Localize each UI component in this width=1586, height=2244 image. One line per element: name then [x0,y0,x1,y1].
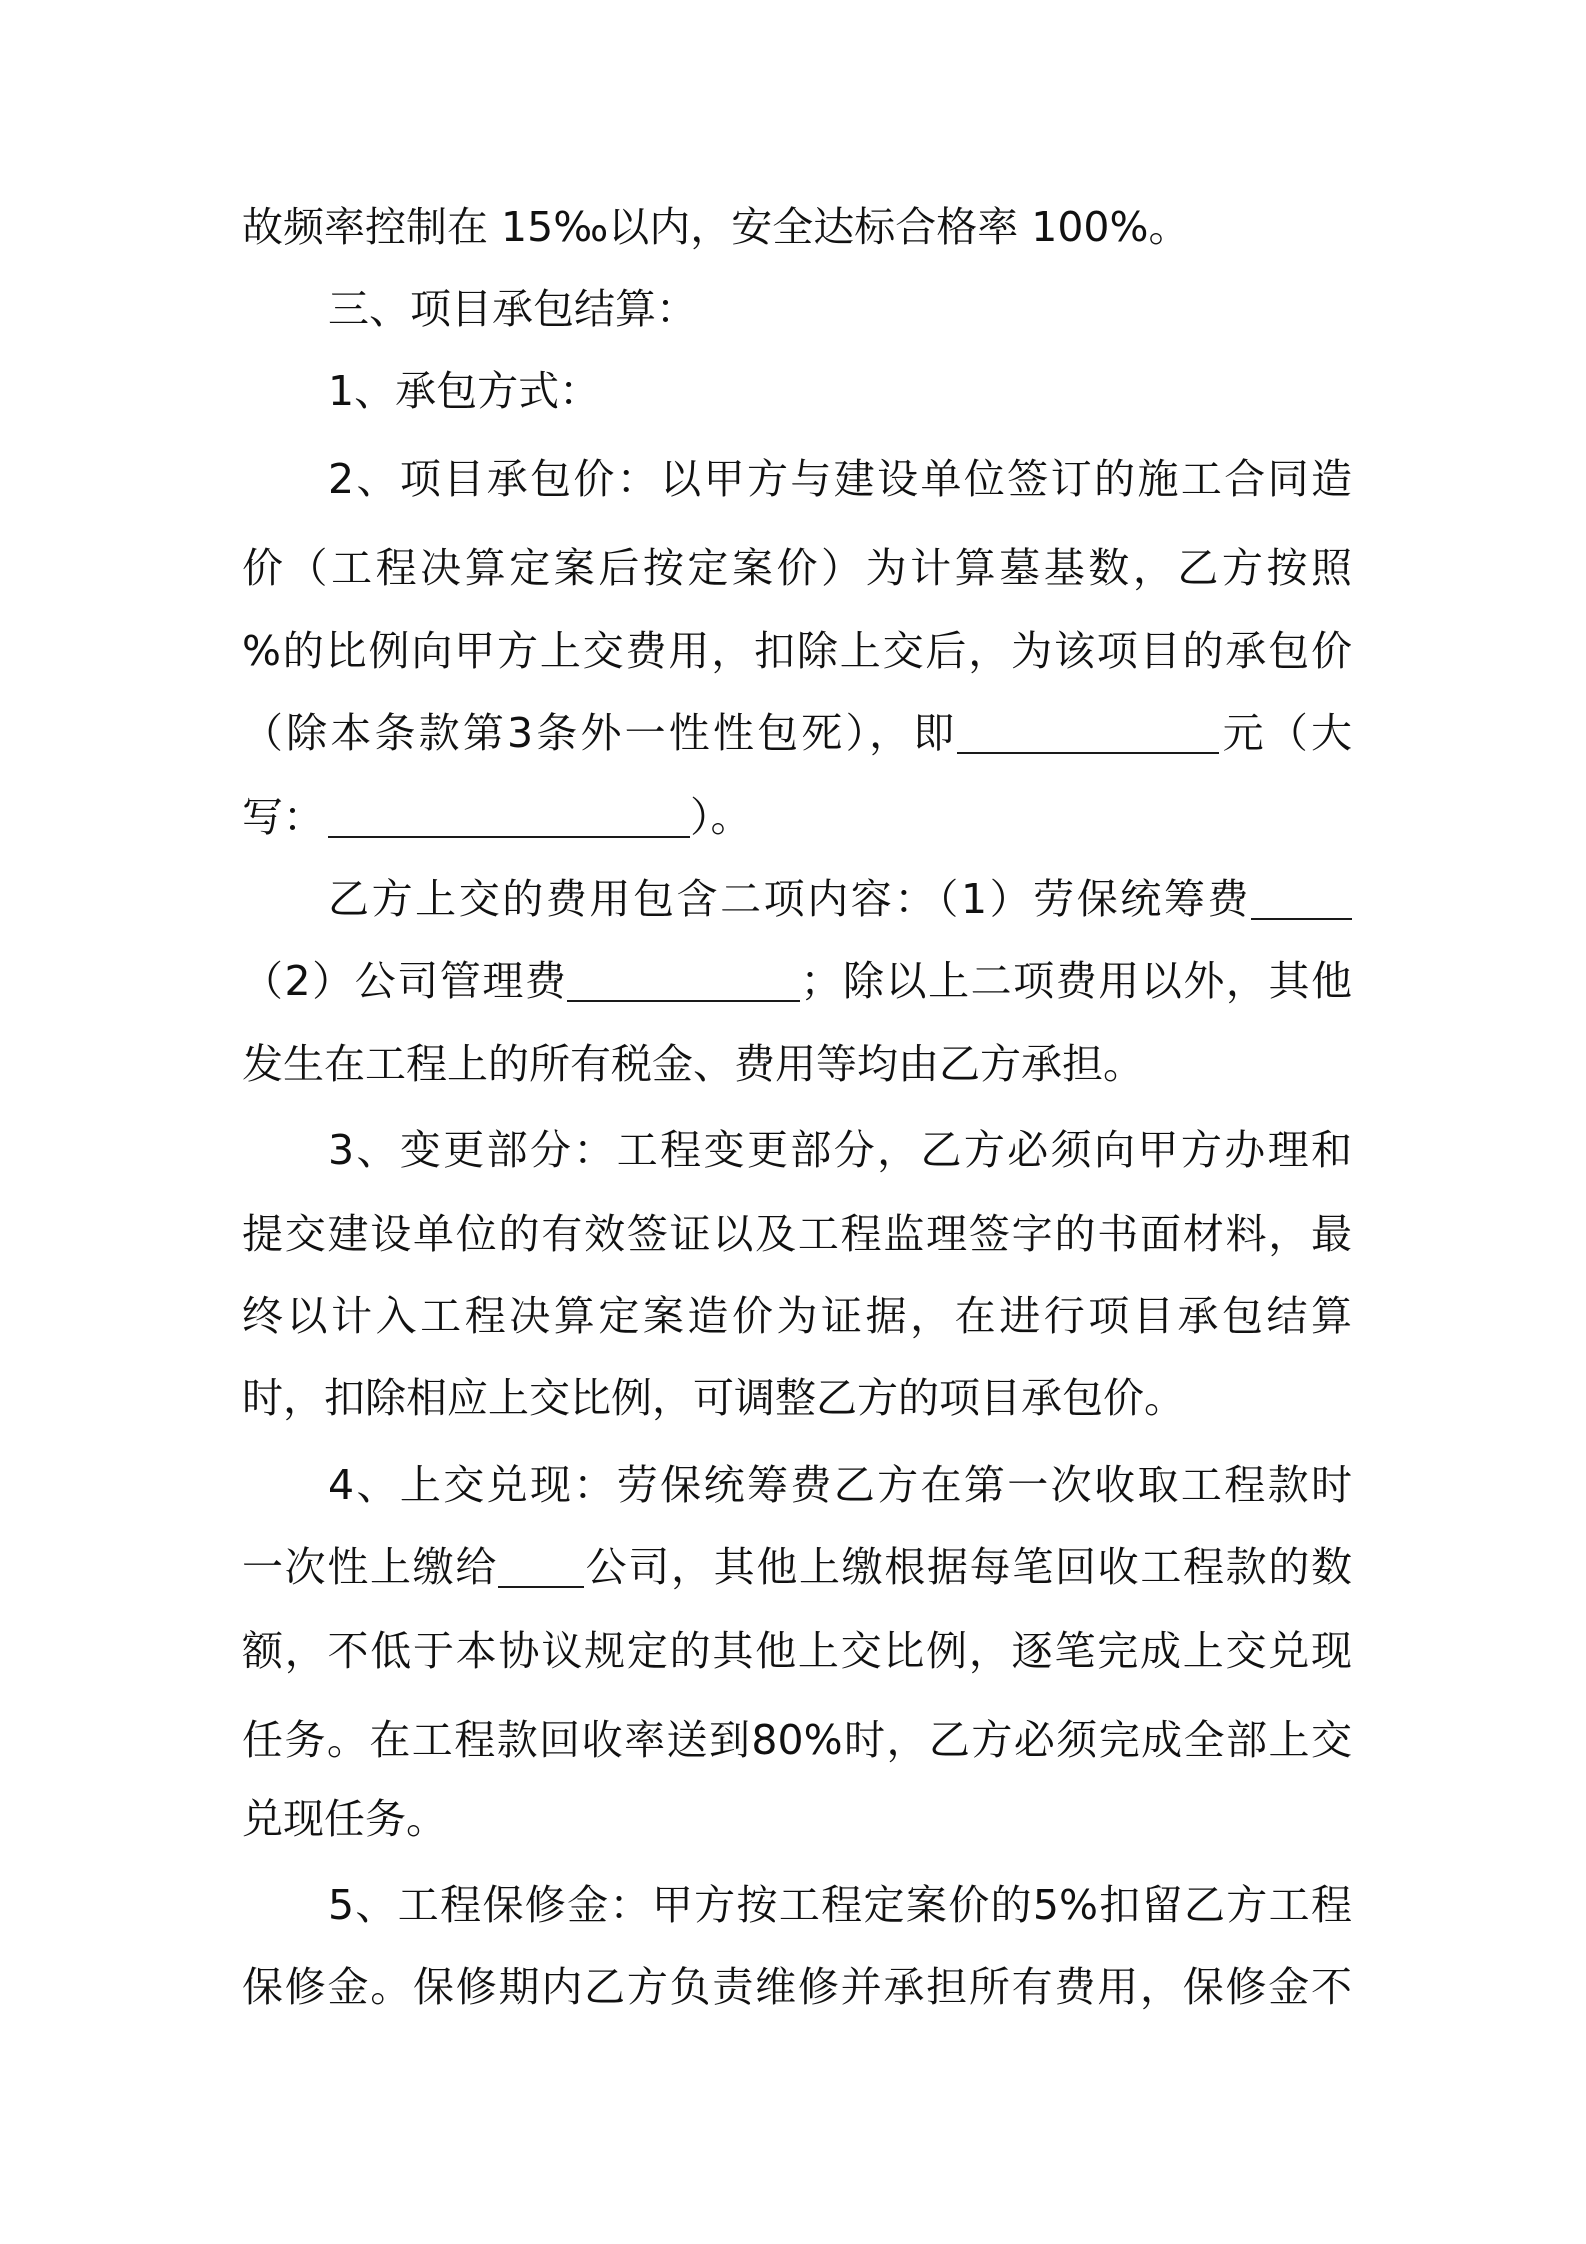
text-line [328,869,1352,929]
text-line [242,1286,1352,1346]
text-line [242,1789,1352,1849]
text-line [242,1957,1352,2017]
text-line [242,1710,1352,1770]
line-text: 2、项目承包价：以甲方与建设单位签订的施工合同造 [328,455,1352,503]
fill-blank-labor-fee [1251,881,1352,920]
line-text: %的比例向甲方上交费用，扣除上交后，为该项目的承包价 [242,627,1352,675]
fill-blank-amount-capital [328,799,690,838]
clause-heading [328,361,1352,421]
text-line [328,1455,1352,1515]
text-line [242,1368,1352,1428]
text-line [328,1120,1352,1180]
line-text: 三、项目承包结算： [328,285,697,333]
text-line [328,449,1352,509]
line-text: （除本条款第3条外一性性包死），即 [242,709,958,757]
line-text: 终以计入工程决算定案造价为证据，在进行项目承包结算 [242,1292,1352,1340]
line-text: 3、变更部分：工程变更部分，乙方必须向甲方办理和 [328,1126,1352,1174]
text-line [242,1204,1352,1264]
line-text: 公司，其他上缴根据每笔回收工程款的数 [584,1543,1352,1591]
line-text: 1、承包方式： [328,367,601,415]
text-line [242,787,1352,847]
line-text: 额，不低于本协议规定的其他上交比例，逐笔完成上交兑现 [242,1627,1352,1675]
line-text: 价（工程决算定案后按定案价）为计算墓基数，乙方按照 [242,544,1352,592]
line-text: 兑现任务。 [242,1795,447,1843]
text-line [242,197,1352,257]
line-text: 4、上交兑现：劳保统筹费乙方在第一次收取工程款时 [328,1461,1352,1509]
line-text: ）。 [690,793,752,841]
text-line [242,1621,1352,1681]
fill-blank-amount [957,715,1219,754]
line-text: 提交建设单位的有效签证以及工程监理签字的书面材料，最 [242,1210,1352,1258]
line-text: ；除以上二项费用以外，其他 [800,957,1352,1005]
line-text: 元（大 [1219,709,1352,757]
line-text: 任务。在工程款回收率送到80%时，乙方必须完成全部上交 [242,1716,1352,1764]
text-line [242,621,1352,681]
line-text: 时，扣除相应上交比例，可调整乙方的项目承包价。 [242,1374,1185,1422]
line-text: 一次性上缴给 [242,1543,498,1591]
line-text: 乙方上交的费用包含二项内容：（1）劳保统筹费 [328,875,1251,923]
line-text: 保修金。保修期内乙方负责维修并承担所有费用，保修金不 [242,1963,1352,2011]
line-text: 发生在工程上的所有税金、费用等均由乙方承担。 [242,1040,1144,1088]
line-text: （2）公司管理费 [242,957,568,1005]
text-line [242,1537,1352,1597]
fill-blank-management-fee [567,963,800,1002]
fill-blank-company [498,1549,584,1588]
line-text: 5、工程保修金：甲方按工程定案价的5%扣留乙方工程 [328,1881,1352,1929]
text-line [242,703,1352,763]
line-text: 写： [242,793,324,841]
text-line [242,538,1352,598]
text-line [242,1034,1352,1094]
section-heading [328,279,1352,339]
text-line [328,1875,1352,1935]
text-line [242,951,1352,1011]
line-text: 故频率控制在 15‰以内，安全达标合格率 100%。 [242,203,1190,251]
